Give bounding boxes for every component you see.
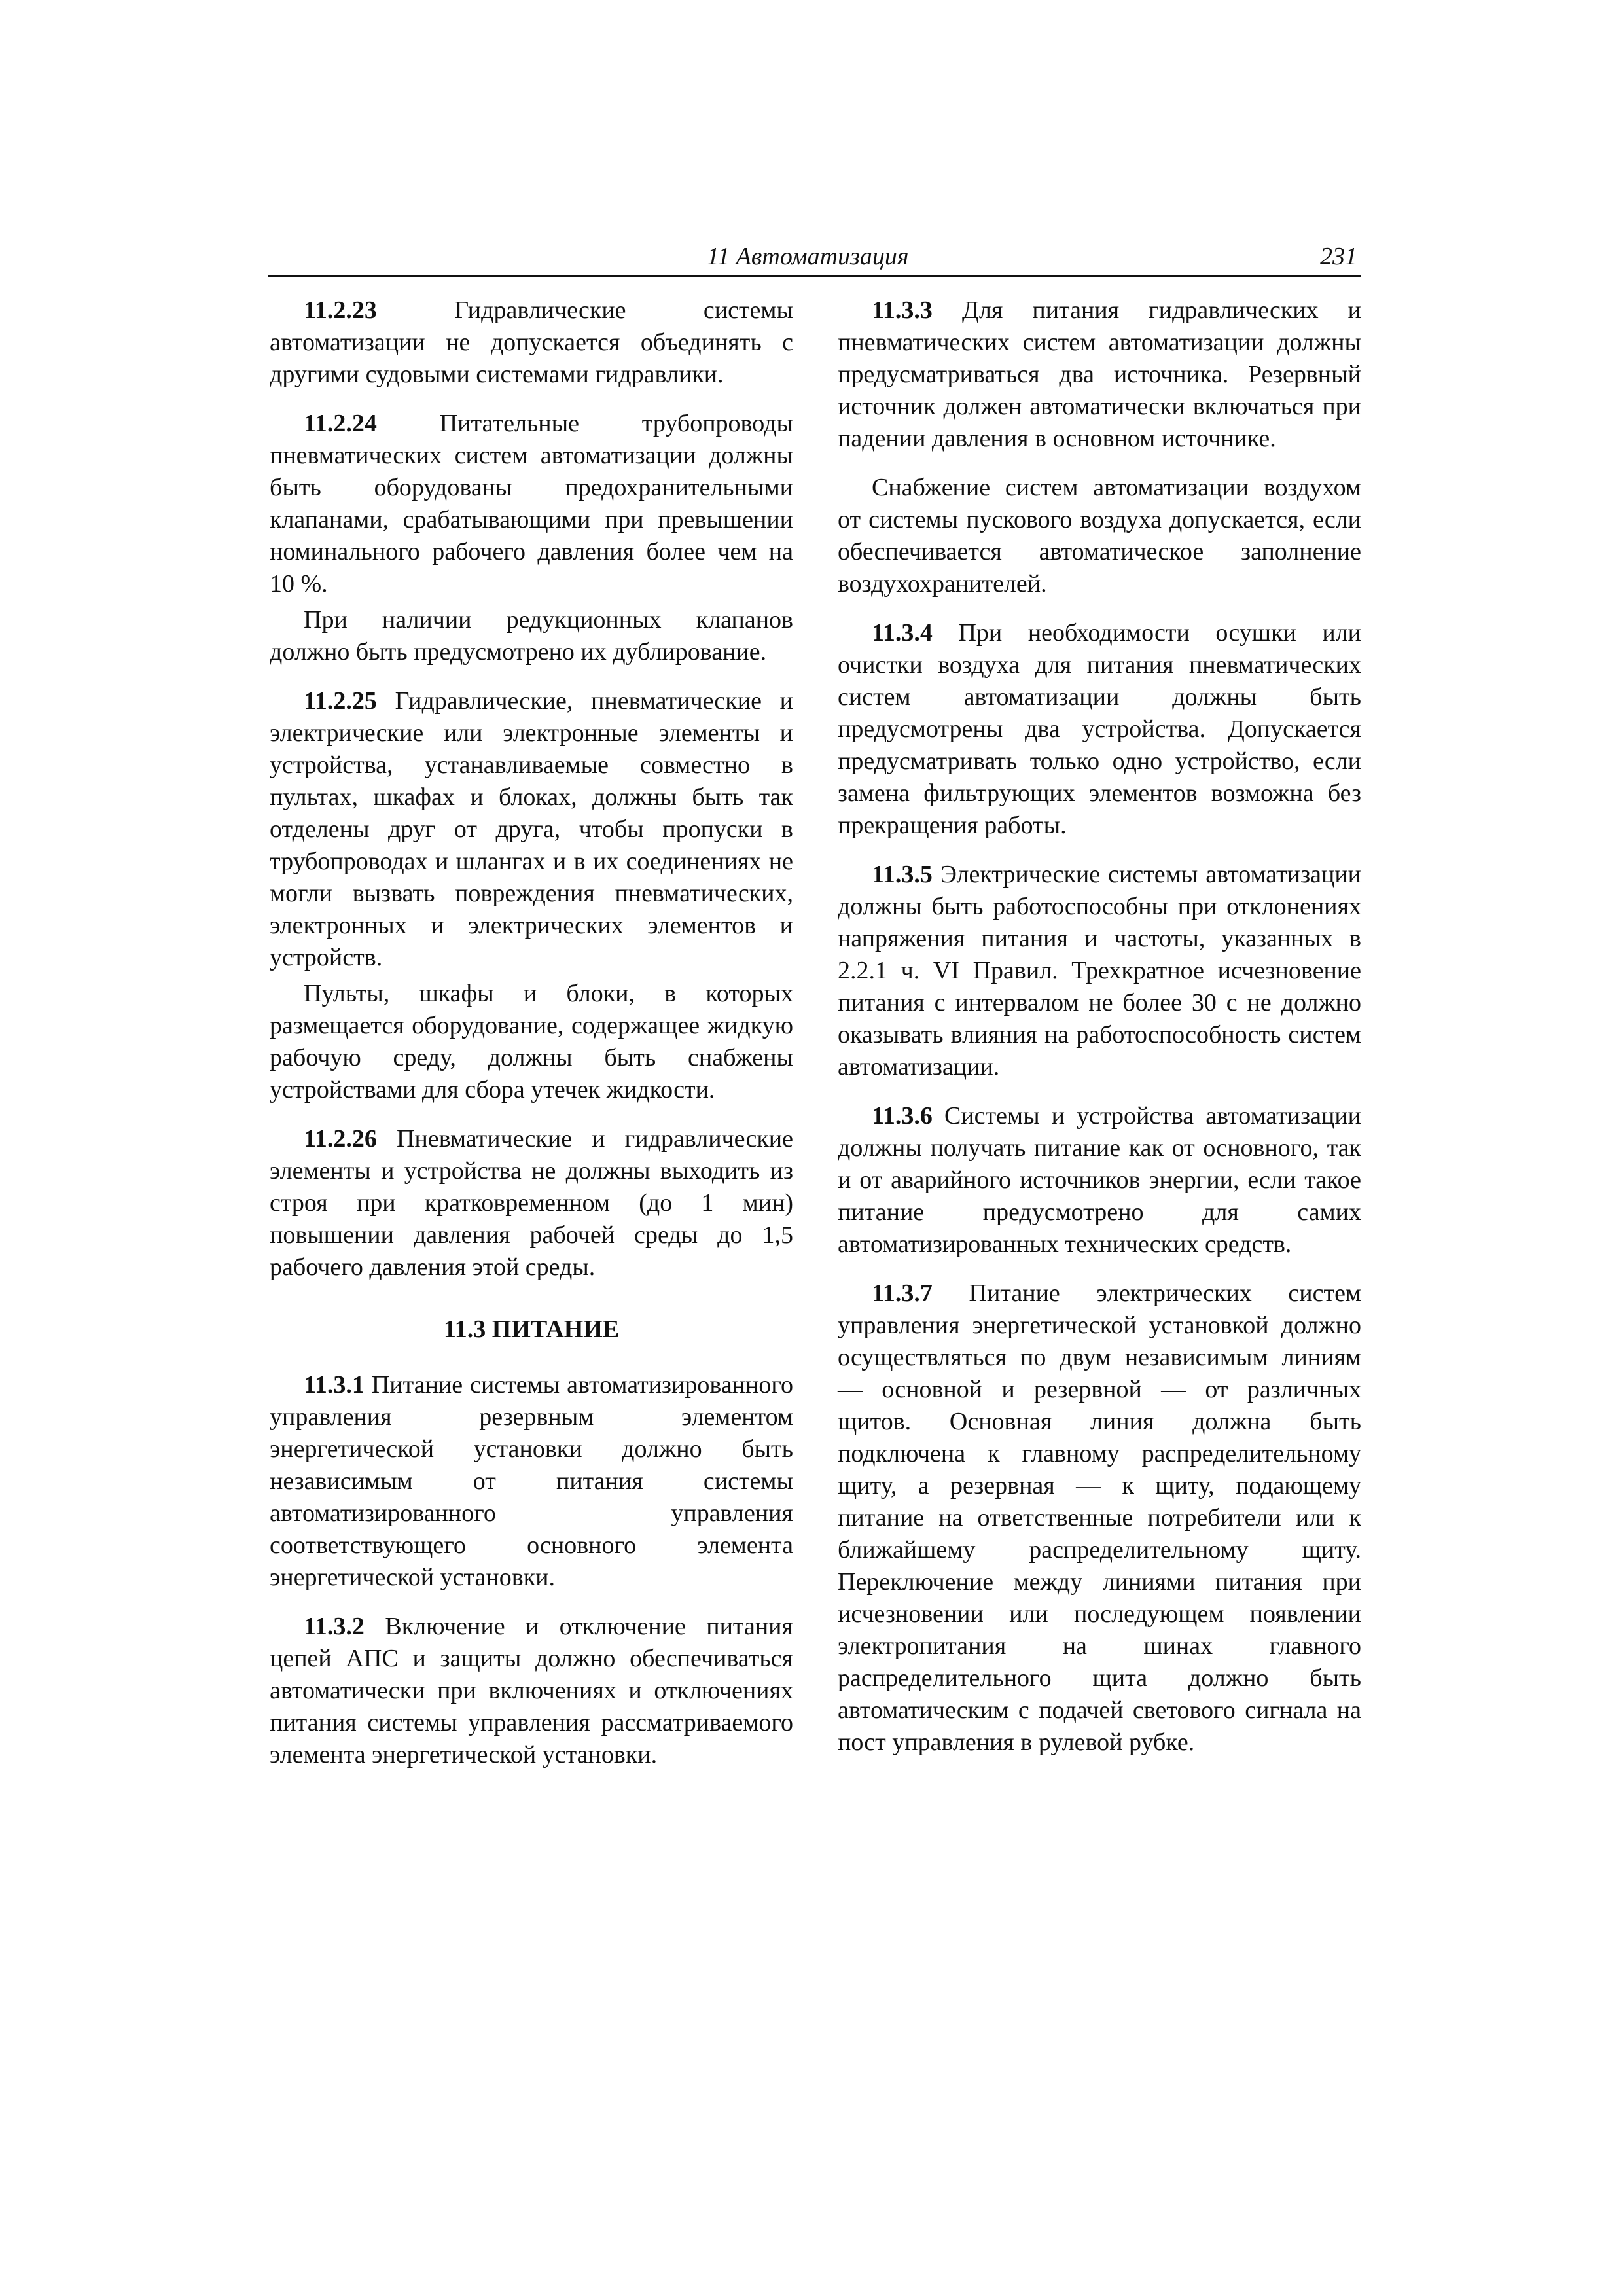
paragraph-11-3-6	[838, 1100, 1361, 1261]
running-header	[268, 241, 1361, 277]
paragraph-11-2-23	[270, 295, 793, 391]
paragraph-11-3-3	[838, 295, 1361, 455]
clause-text: Системы и устройства автоматизации должны получать питание как от основного, так и от аварийного источников энергии, если такое питание предусмотрено для самих автоматизированных технических средств.	[838, 1102, 1361, 1258]
clause-text: Электрические системы автоматизации должны быть работоспособны при отклонениях напряжения питания и частоты, указанных в 2.2.1 ч. VI Правил. Трехкратное исчезновение питания с интервалом не более 30 с не должно оказывать влияния на работоспособность систем автоматизации.	[838, 861, 1361, 1081]
paragraph-11-3-4	[838, 617, 1361, 842]
paragraph-11-2-25	[270, 685, 793, 974]
clause-number: 11.3.7	[872, 1280, 933, 1307]
clause-text: Гидравлические, пневматические и электрические или электронные элементы и устройства, устанавливаемые совместно в пультах, шкафах и блоках, должны быть так отделены друг от друга, чтобы пропуски в трубопроводах и шлангах и в их соединениях не могли вызвать повреждения пневматических, электронных и электрических элементов и устройств.	[270, 687, 793, 971]
paragraph-11-3-5	[838, 859, 1361, 1083]
clause-number: 11.2.23	[304, 296, 377, 324]
clause-number: 11.2.24	[304, 410, 377, 437]
running-header-title: 11 Автоматизация	[707, 243, 909, 270]
paragraph-11-3-1	[270, 1369, 793, 1594]
clause-text: Для питания гидравлических и пневматических систем автоматизации должны предусматриваться два источника. Резервный источник должен автоматически включаться при падении давления в основном источнике.	[838, 296, 1361, 452]
clause-text: При необходимости осушки или очистки воздуха для питания пневматических систем автоматизации должны быть предусмотрены два устройства. Допускается предусматривать только одно устройство, если замена фильтрующих элементов возможна без прекращения работы.	[838, 619, 1361, 839]
page-number: 231	[1320, 243, 1357, 270]
clause-number: 11.2.25	[304, 687, 377, 715]
clause-text: Гидравлические системы автоматизации не допускается объединять с другими судовыми системами гидравлики.	[270, 296, 793, 388]
section-heading: 11.3 ПИТАНИЕ	[443, 1316, 620, 1343]
right-column	[838, 295, 1361, 1776]
paragraph-11-2-25-continued	[270, 978, 793, 1106]
clause-text: Пневматические и гидравлические элементы и устройства не должны выходить из строя при кратковременном (до 1 мин) повышении давления рабочей среды до 1,5 рабочего давления этой среды.	[270, 1125, 793, 1281]
clause-text: Питательные трубопроводы пневматических систем автоматизации должны быть оборудованы предохранительными клапанами, срабатывающими при превышении номинального рабочего давления более чем на 10 %.	[270, 410, 793, 598]
clause-text: Пульты, шкафы и блоки, в которых размещается оборудование, содержащее жидкую рабочую среду, должны быть снабжены устройствами для сбора утечек жидкости.	[270, 980, 793, 1103]
clause-text: Включение и отключение питания цепей АПС и защиты должно обеспечиваться автоматически при включениях и отключениях питания системы управления рассматриваемого элемента энергетической установки.	[270, 1613, 793, 1768]
clause-number: 11.3.1	[304, 1371, 365, 1399]
paragraph-11-3-7	[838, 1278, 1361, 1759]
clause-number: 11.3.5	[872, 861, 933, 888]
clause-number: 11.3.6	[872, 1102, 933, 1130]
clause-text: Питание электрических систем управления энергетической установкой должно осуществляться по двум независимым линиям — основной и резервной — от различных щитов. Основная линия должна быть подключена к главному распределительному щиту, а резервная — к щиту, подающему питание на ответственные потребители или к ближайшему распределительному щиту. Переключение между линиями питания при исчезновении или последующем появлении электропитания на шинах главного распределительного щита должно быть автоматическим с подачей светового сигнала на пост управления в рулевой рубке.	[838, 1280, 1361, 1756]
paragraph-11-3-3-continued	[838, 472, 1361, 600]
left-column	[270, 295, 793, 1788]
paragraph-11-2-24-continued	[270, 604, 793, 668]
clause-number: 11.3.2	[304, 1613, 365, 1640]
clause-text: При наличии редукционных клапанов должно быть предусмотрено их дублирование.	[270, 606, 793, 666]
clause-text: Питание системы автоматизированного управления резервным элементом энергетической установки должно быть независимым от питания системы автоматизированного управления соответствующего основного элемента энергетической установки.	[270, 1371, 793, 1591]
paragraph-11-2-24	[270, 408, 793, 600]
paragraph-11-3-2	[270, 1611, 793, 1771]
clause-number: 11.3.4	[872, 619, 933, 647]
paragraph-11-2-26	[270, 1123, 793, 1283]
clause-number: 11.3.3	[872, 296, 933, 324]
clause-text: Снабжение систем автоматизации воздухом от системы пускового воздуха допускается, если обеспечивается автоматическое заполнение воздухохранителей.	[838, 474, 1361, 598]
clause-number: 11.2.26	[304, 1125, 377, 1153]
